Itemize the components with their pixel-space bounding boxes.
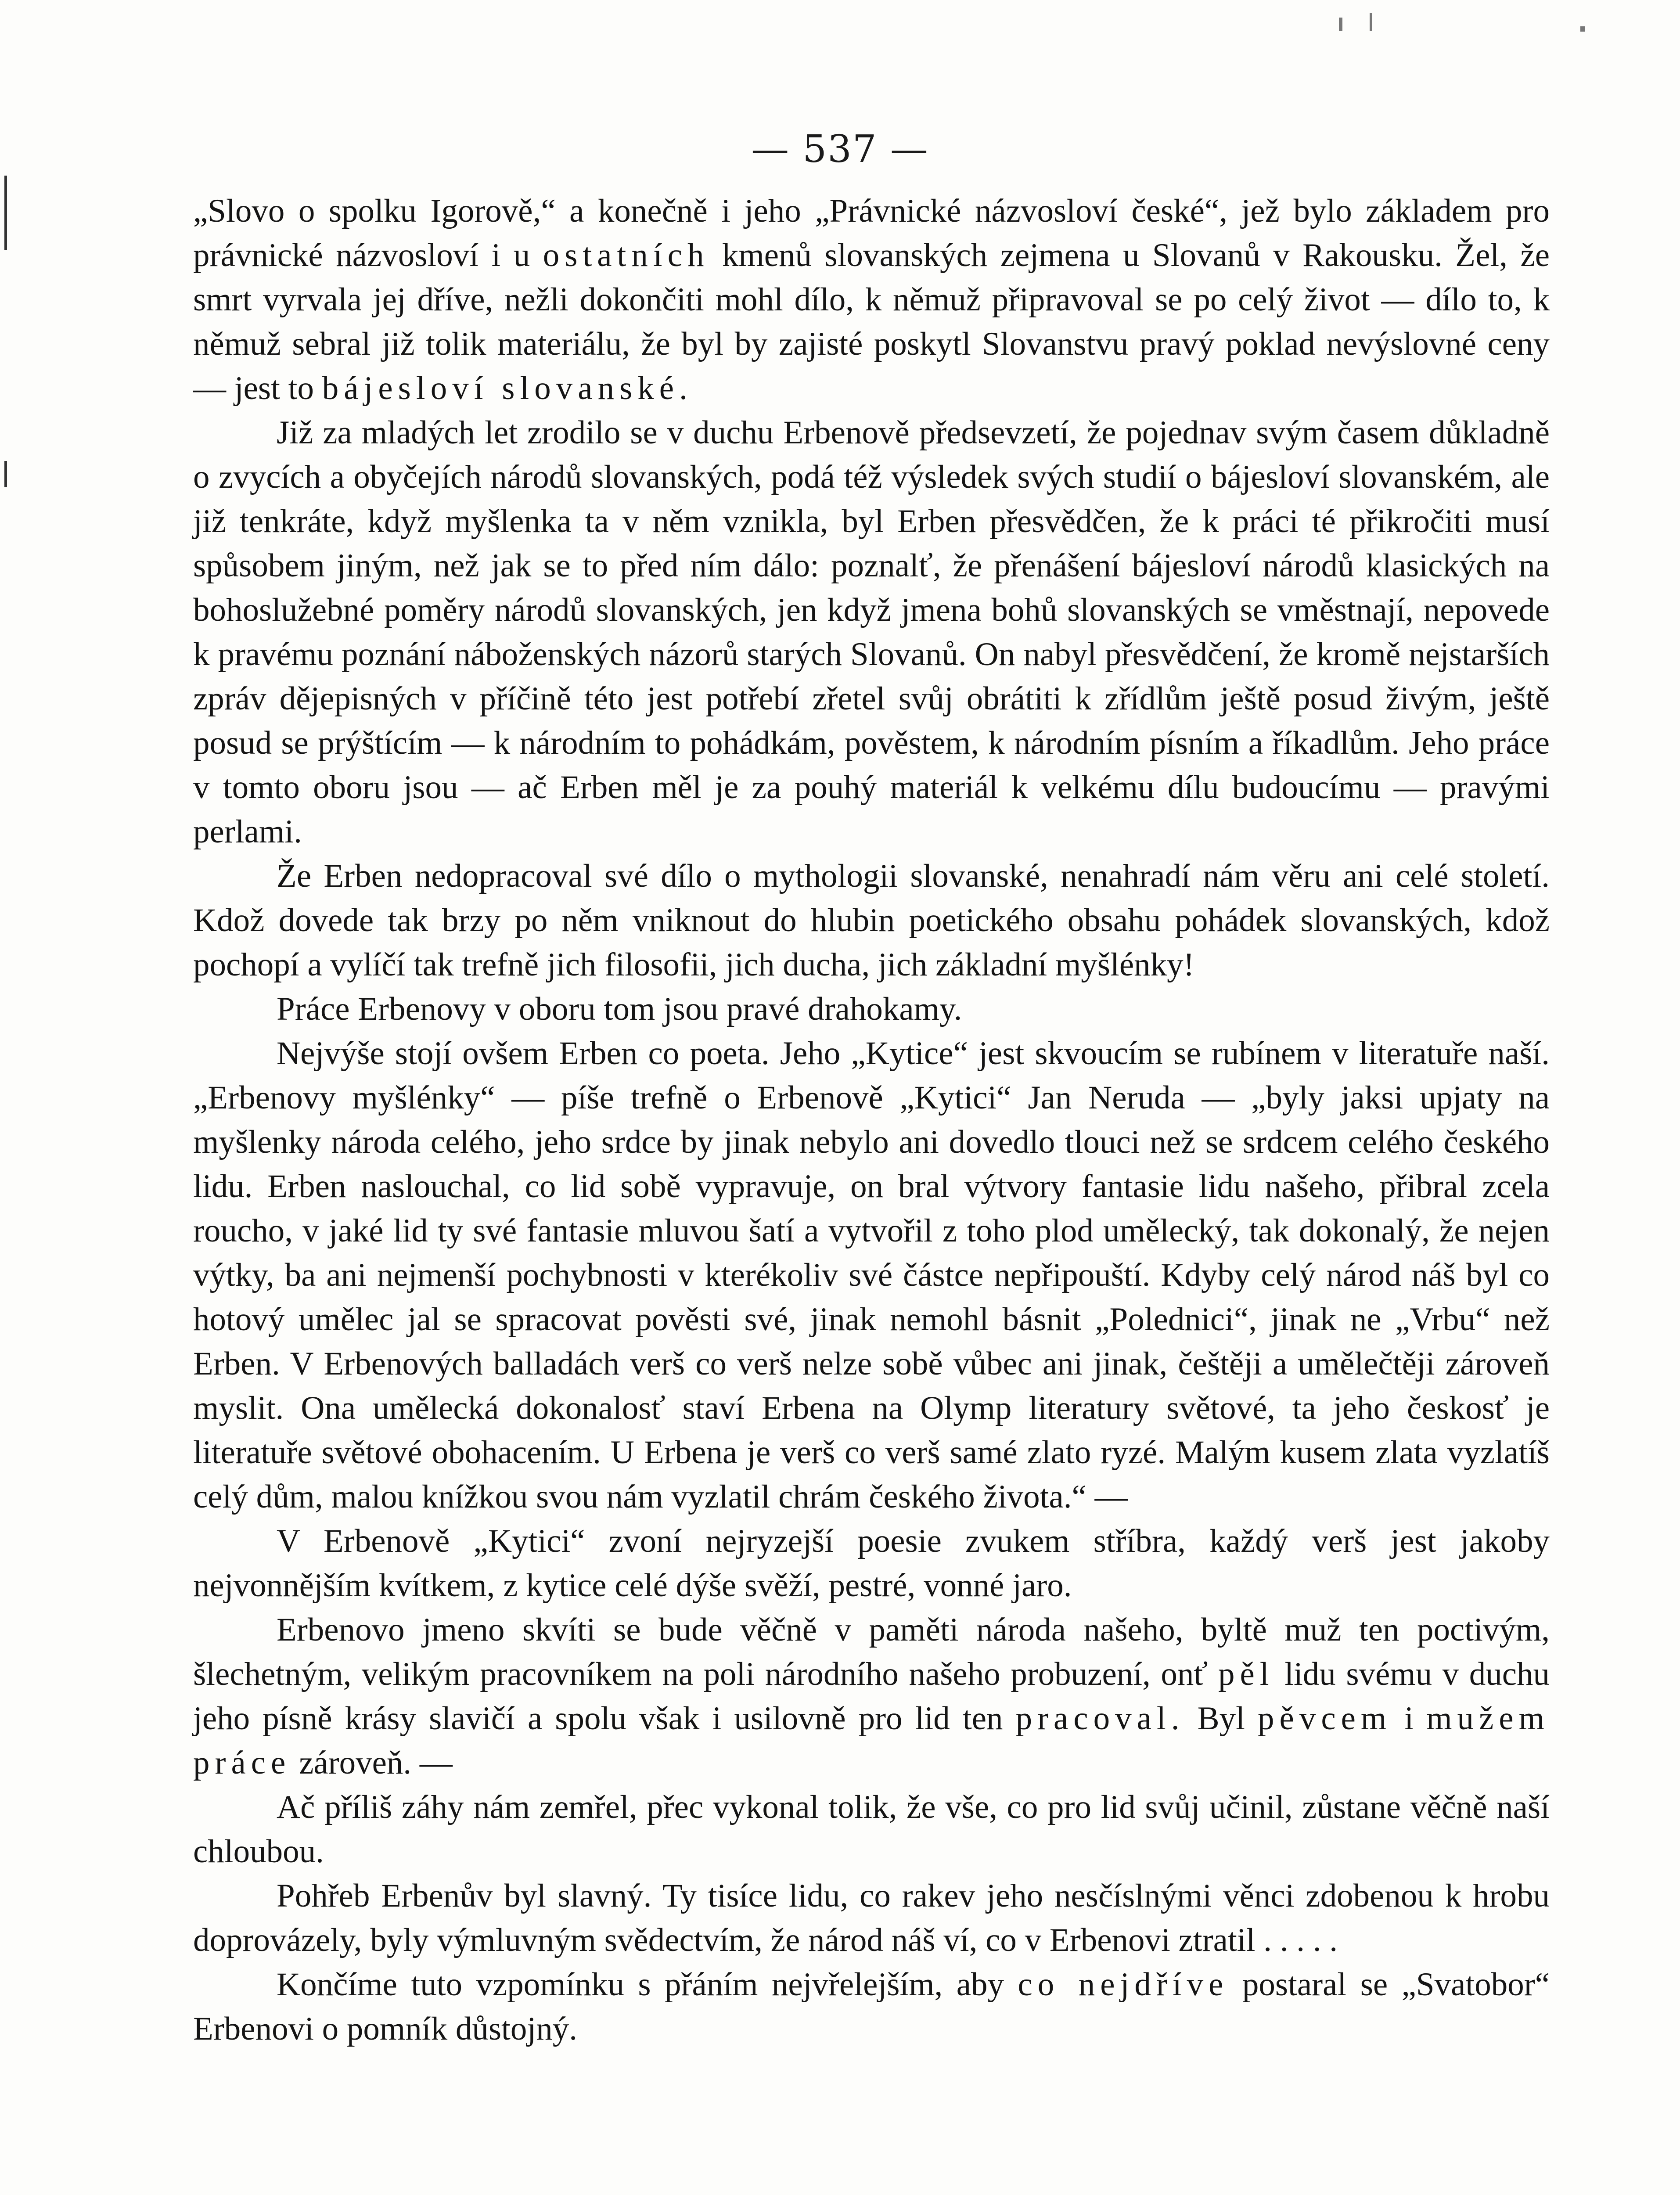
spaced-emphasis-text: pracoval.: [1015, 1700, 1185, 1737]
paragraph: [193, 1962, 1550, 2051]
paragraph: [193, 410, 1550, 854]
scan-speck: [1339, 18, 1342, 31]
scan-speck: [1370, 13, 1372, 31]
paragraph: [193, 1874, 1550, 1962]
paragraph: [193, 1519, 1550, 1608]
page-edge-mark: [4, 461, 7, 487]
spaced-emphasis-text: bájesloví slovanské.: [322, 370, 693, 407]
paragraph-text: i: [1392, 1700, 1427, 1737]
paragraph-text: Ač příliš záhy nám zemřel, přec vykonal tolik, že vše, co pro lid svůj učinil, zůstane věčně naší chloubou.: [193, 1789, 1550, 1870]
paragraph-text: postaral se „Svatobor“ Erbenovi o pomník důstojný.: [193, 1966, 1550, 2047]
spaced-emphasis-text: pěvcem: [1258, 1700, 1392, 1737]
paragraph-text: Pohřeb Erbenův byl slavný. Ty tisíce lidu, co rakev jeho nesčíslnými věnci zdobenou k hrobu doprovázely, byly výmluvným svědectvím, že národ náš ví, co v Erbenovi ztratil . . . . .: [193, 1878, 1550, 1958]
paragraph: [193, 189, 1550, 410]
paragraph-text: „Slovo o spolku Igorově,“ a konečně i jeho „Právnické názvosloví české“, jež bylo základem pro právnické názvosloví i u: [193, 193, 1550, 273]
scan-speck: [1580, 26, 1585, 32]
paragraph-text: Již za mladých let zrodilo se v duchu Erbenově předsevzetí, že pojednav svým časem důkladně o zvycích a obyčejích národů slovanských, podá též výsledek svých studií o bájesloví slovanském, ale již tenkráte, když myšlenka ta v něm vznikla, byl Erben přesvědčen, že k práci té přikročiti musí spůsobem jiným, než jak se to před ním dálo: poznalť, že přenášení bájesloví národů klasických na bohoslužebné poměry národů slovanských, jen když jmena bohů slovanských se vměstnají, nepovede k pravému poznání náboženských názorů starých Slovanů. On nabyl přesvědčení, že kromě nejstarších zpráv dějepisných v příčině této jest potřebí zřetel svůj obrátiti k zřídlům ještě posud živým, ještě posud se prýštícím — k národním to pohádkám, pověstem, k národním písním a říkadlům. Jeho práce v tomto oboru jsou — ač Erben měl je za pouhý materiál k velkému dílu budoucímu — pravými perlami.: [193, 414, 1550, 850]
paragraph: [193, 1031, 1550, 1519]
paragraph: [193, 854, 1550, 987]
paragraph-text: Byl: [1184, 1700, 1258, 1737]
spaced-emphasis-text: mužem práce: [193, 1700, 1550, 1781]
spaced-emphasis-text: co nejdříve: [1018, 1966, 1229, 2003]
page-edge-mark: [4, 176, 7, 250]
paragraph: [193, 1608, 1550, 1785]
spaced-emphasis-text: pěl: [1218, 1656, 1274, 1692]
paragraph: [193, 1785, 1550, 1874]
paragraph-text: lidu svému v duchu jeho písně krásy slavičí a spolu však i usilovně pro lid ten: [193, 1656, 1550, 1737]
body-text: [193, 189, 1550, 2051]
paragraph-text: kmenů slovanských zejmena u Slovanů v Rakousku. Žel, že smrt vyrvala jej dříve, nežli dokončiti mohl dílo, k němuž připravoval se po celý život — dílo to, k němuž sebral již tolik materiálu, že byl by zajisté poskytl Slovanstvu pravý poklad nevýslovné ceny — jest to: [193, 237, 1550, 407]
spaced-emphasis-text: ostatních: [543, 237, 709, 273]
paragraph-text: Práce Erbenovy v oboru tom jsou pravé drahokamy.: [277, 991, 962, 1027]
page-number: — 537 —: [751, 127, 929, 171]
paragraph-text: V Erbenově „Kytici“ zvoní nejryzejší poesie zvukem stříbra, každý verš jest jakoby nejvonnějším kvítkem, z kytice celé dýše svěží, pestré, vonné jaro.: [193, 1523, 1550, 1604]
paragraph-text: Končíme tuto vzpomínku s přáním nejvřelejším, aby: [277, 1966, 1018, 2003]
paragraph-text: Erbenovo jmeno skvíti se bude věčně v paměti národa našeho, byltě muž ten poctivým, šlechetným, velikým pracovníkem na poli národního našeho probuzení, onť: [193, 1612, 1550, 1692]
paragraph-text: zároveň. —: [291, 1745, 453, 1781]
paragraph-text: Nejvýše stojí ovšem Erben co poeta. Jeho „Kytice“ jest skvoucím se rubínem v literatuře naší. „Erbenovy myšlénky“ — píše trefně o Erbenově „Kytici“ Jan Neruda — „byly jaksi upjaty na myšlenky národa celého, jeho srdce by jinak nebylo ani dovedlo tlouci než se srdcem celého českého lidu. Erben naslouchal, co lid sobě vypravuje, on bral výtvory fantasie lidu našeho, přibral zcela roucho, v jaké lid ty své fantasie mluvou šatí a vytvořil z toho plod umělecký, tak dokonalý, že nejen výtky, ba ani nejmenší pochybnosti v kterékoliv své částce nepřipouští. Kdyby celý národ náš byl co hotový umělec jal se spracovat pověsti své, jinak nemohl básnit „Polednici“, jinak ne „Vrbu“ než Erben. V Erbenových balladách verš co verš nelze sobě vůbec ani jinak, češtěji a umělečtěji zároveň myslit. Ona umělecká dokonalosť staví Erbena na Olymp literatury světové, ta jeho českosť je literatuře světové obohacením. U Erbena je verš co verš samé zlato ryzé. Malým kusem zlata vyzlatíš celý dům, malou knížkou svou nám vyzlatil chrám českého života.“ —: [193, 1035, 1550, 1515]
paragraph: [193, 987, 1550, 1031]
paragraph-text: Že Erben nedopracoval své dílo o mythologii slovanské, nenahradí nám věru ani celé století. Kdož dovede tak brzy po něm vniknout do hlubin poetického obsahu pohádek slovanských, kdož pochopí a vylíčí tak trefně jich filosofii, jich ducha, jich základní myšlénky!: [193, 858, 1550, 983]
